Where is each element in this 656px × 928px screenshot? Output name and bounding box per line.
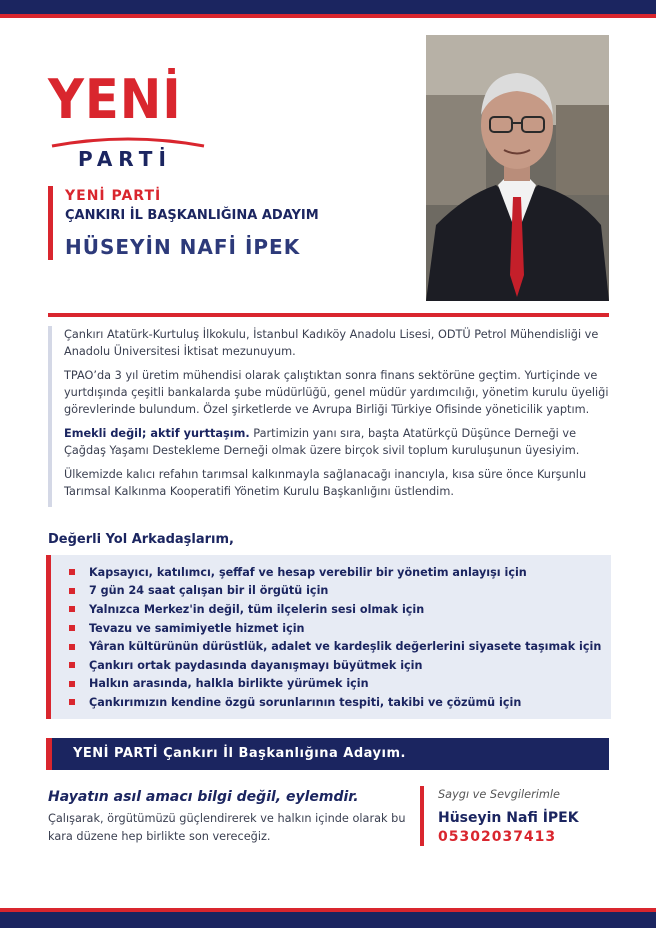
motto-text: Çalışarak, örgütümüzü güçlendirerek ve halkın içinde olarak bu kara düzene hep birlikte son vereceğiz. <box>48 812 406 843</box>
signature-name: Hüseyin Nafi İPEK <box>438 810 579 826</box>
logo-subtitle: PARTİ <box>78 147 172 171</box>
list-item: Yalnızca Merkez'in değil, tüm ilçelerin sesi olmak için <box>69 600 611 619</box>
list-item: Çankırı ortak paydasında dayanışmayı büyütmek için <box>69 656 611 675</box>
candidate-portrait-icon <box>426 35 609 301</box>
bio-activism-text: Partimizin yanı sıra, başta Atatürkçü Düşünce Derneği ve Çağdaş Yaşamı Destekleme Derneği olmak üzere birçok sivil toplum kuruluşunun üyesiyim. <box>64 427 580 457</box>
list-item: Halkın arasında, halkla birlikte yürümek için <box>69 675 611 694</box>
bio-paragraph-career: TPAO’da 3 yıl üretim mühendisi olarak çalıştıktan sonra finans sektörüne geçtim. Yurtiçinde ve yurtdışında çeşitli bankalarda şube müdürlüğü, genel müdür yardımcılığı, yönetim kurulu üyeliği görevlerinde bulundum. Özel şirketlerde ve Avrupa Birliği Türkiye Ofisinde yöneticilik yaptım. <box>64 369 609 416</box>
bullet-icon <box>69 625 75 631</box>
bullet-icon <box>69 588 75 594</box>
list-item: Tevazu ve samimiyetle hizmet için <box>69 619 611 638</box>
bottom-navy-stripe <box>0 912 656 928</box>
bullet-icon <box>69 606 75 612</box>
motto-title: Hayatın asıl amacı bilgi değil, eylemdir. <box>48 789 359 805</box>
section-divider <box>48 313 609 317</box>
commitments-list <box>46 555 611 719</box>
list-item: 7 gün 24 saat çalışan bir il örgütü için <box>69 582 611 601</box>
bullet-icon <box>69 569 75 575</box>
biography <box>48 326 609 507</box>
logo-wordmark: YENİ <box>48 68 182 131</box>
signature-accent-bar <box>420 786 424 846</box>
bullet-icon <box>69 699 75 705</box>
candidate-title-block <box>48 186 408 260</box>
party-logo <box>48 68 208 172</box>
bullet-icon <box>69 662 75 668</box>
list-item: Yâran kültürünün dürüstlük, adalet ve kardeşlik değerlerini siyasete taşımak için <box>69 637 611 656</box>
top-navy-stripe <box>0 0 656 14</box>
list-item: Kapsayıcı, katılımcı, şeffaf ve hesap verebilir bir yönetim anlayışı için <box>69 563 611 582</box>
bullet-icon <box>69 644 75 650</box>
greeting: Değerli Yol Arkadaşlarım, <box>48 532 234 547</box>
bio-paragraph-education: Çankırı Atatürk-Kurtuluş İlkokulu, İstanbul Kadıköy Anadolu Lisesi, ODTÜ Petrol Mühendisliği ve Anadolu Üniversitesi İktisat mezunuyum. <box>64 328 599 358</box>
candidate-name: HÜSEYİN NAFİ İPEK <box>65 235 301 259</box>
bio-paragraph-cooperative: Ülkemizde kalıcı refahın tarımsal kalkınmayla sağlanacağı inancıyla, kısa süre önce Kurşunlu Tarımsal Kalkınma Kooperatifi Yönetim Kurulu Başkanlığını üstlendim. <box>64 468 587 498</box>
signature-phone: 05302037413 <box>438 829 557 845</box>
top-red-stripe <box>0 14 656 18</box>
list-item: Çankırımızın kendine özgü sorunlarının tespiti, takibi ve çözümü için <box>69 693 611 712</box>
candidate-photo <box>426 35 609 301</box>
candidacy-line: ÇANKIRI İL BAŞKANLIĞINA ADAYIM <box>65 208 319 223</box>
candidacy-banner: YENİ PARTİ Çankırı İl Başkanlığına Adayım. <box>46 738 609 770</box>
bio-paragraph-activism <box>64 425 609 459</box>
bullet-icon <box>69 681 75 687</box>
party-name: YENİ PARTİ <box>65 188 162 204</box>
signature-regards: Saygı ve Sevgilerimle <box>438 788 560 801</box>
bio-highlight: Emekli değil; aktif yurttaşım. <box>64 427 250 440</box>
